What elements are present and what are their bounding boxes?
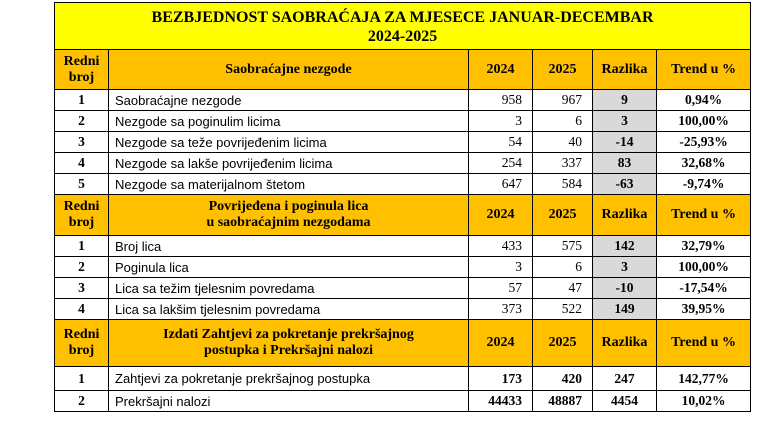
razlika-value: 247	[593, 367, 657, 391]
row-number: 2	[55, 257, 109, 278]
row-label: Lica sa lakšim tjelesnim povredama	[109, 299, 469, 320]
value-2024: 433	[469, 236, 533, 257]
row-number: 5	[55, 174, 109, 195]
razlika-value: 3	[593, 111, 657, 132]
statistics-table-container	[54, 2, 751, 412]
row-label: Nezgode sa teže povrijeđenim licima	[109, 132, 469, 153]
table-row	[55, 278, 751, 299]
value-2024: 254	[469, 153, 533, 174]
row-number: 3	[55, 278, 109, 299]
title-line-2: 2024-2025	[367, 28, 438, 45]
row-label: Poginula lica	[109, 257, 469, 278]
razlika-header: Razlika	[593, 50, 657, 90]
value-2025: 40	[533, 132, 593, 153]
trend-value: 10,02%	[657, 391, 751, 412]
trend-value: 32,79%	[657, 236, 751, 257]
value-2024: 3	[469, 111, 533, 132]
trend-value: 32,68%	[657, 153, 751, 174]
row-number: 3	[55, 132, 109, 153]
value-2025: 967	[533, 90, 593, 111]
row-label: Nezgode sa poginulim licima	[109, 111, 469, 132]
trend-value: 142,77%	[657, 367, 751, 391]
section-header-row	[55, 50, 751, 90]
section-header-row	[55, 195, 751, 236]
section-heading: Izdati Zahtjevi za pokretanje prekršajnog postupka i Prekršajni nalozi	[109, 320, 469, 367]
razlika-value: -10	[593, 278, 657, 299]
value-2025: 420	[533, 367, 593, 391]
value-2025: 6	[533, 111, 593, 132]
section-header-row	[55, 320, 751, 367]
row-label: Saobraćajne nezgode	[109, 90, 469, 111]
razlika-value: -63	[593, 174, 657, 195]
traffic-safety-table	[54, 2, 751, 412]
value-2025: 47	[533, 278, 593, 299]
value-2024: 647	[469, 174, 533, 195]
year-2024-header: 2024	[469, 320, 533, 367]
trend-value: -17,54%	[657, 278, 751, 299]
trend-header: Trend u %	[657, 50, 751, 90]
trend-value: -9,74%	[657, 174, 751, 195]
value-2024: 57	[469, 278, 533, 299]
row-number: 4	[55, 153, 109, 174]
value-2025: 522	[533, 299, 593, 320]
redni-broj-header: Redni broj	[55, 195, 109, 236]
trend-value: 100,00%	[657, 111, 751, 132]
redni-broj-header: Redni broj	[55, 50, 109, 90]
row-number: 2	[55, 391, 109, 412]
table-row	[55, 132, 751, 153]
table-title-row	[55, 3, 751, 50]
razlika-value: 4454	[593, 391, 657, 412]
trend-value: 0,94%	[657, 90, 751, 111]
trend-value: 39,95%	[657, 299, 751, 320]
section-heading: Saobraćajne nezgode	[109, 50, 469, 90]
table-row	[55, 236, 751, 257]
trend-value: 100,00%	[657, 257, 751, 278]
table-row	[55, 367, 751, 391]
value-2024: 3	[469, 257, 533, 278]
razlika-value: 142	[593, 236, 657, 257]
year-2025-header: 2025	[533, 320, 593, 367]
year-2025-header: 2025	[533, 50, 593, 90]
row-label: Lica sa težim tjelesnim povredama	[109, 278, 469, 299]
table-row	[55, 391, 751, 412]
row-number: 1	[55, 90, 109, 111]
trend-header: Trend u %	[657, 195, 751, 236]
value-2025: 584	[533, 174, 593, 195]
table-row	[55, 299, 751, 320]
razlika-value: 9	[593, 90, 657, 111]
table-row	[55, 90, 751, 111]
razlika-value: 149	[593, 299, 657, 320]
razlika-header: Razlika	[593, 195, 657, 236]
value-2024: 373	[469, 299, 533, 320]
row-number: 2	[55, 111, 109, 132]
row-label: Broj lica	[109, 236, 469, 257]
table-row	[55, 257, 751, 278]
value-2025: 48887	[533, 391, 593, 412]
value-2024: 958	[469, 90, 533, 111]
table-row	[55, 153, 751, 174]
row-number: 1	[55, 236, 109, 257]
row-label: Prekršajni nalozi	[109, 391, 469, 412]
value-2025: 6	[533, 257, 593, 278]
year-2025-header: 2025	[533, 195, 593, 236]
row-label: Nezgode sa lakše povrijeđenim licima	[109, 153, 469, 174]
row-label: Nezgode sa materijalnom štetom	[109, 174, 469, 195]
section-heading: Povrijeđena i poginula lica u saobraćajnim nezgodama	[109, 195, 469, 236]
redni-broj-header: Redni broj	[55, 320, 109, 367]
table-row	[55, 111, 751, 132]
row-label: Zahtjevi za pokretanje prekršajnog postupka	[109, 367, 469, 391]
trend-header: Trend u %	[657, 320, 751, 367]
razlika-value: -14	[593, 132, 657, 153]
table-row	[55, 174, 751, 195]
value-2025: 337	[533, 153, 593, 174]
year-2024-header: 2024	[469, 195, 533, 236]
table-title	[55, 3, 751, 50]
value-2024: 173	[469, 367, 533, 391]
row-number: 1	[55, 367, 109, 391]
value-2024: 44433	[469, 391, 533, 412]
row-number: 4	[55, 299, 109, 320]
year-2024-header: 2024	[469, 50, 533, 90]
title-line-1: BEZBJEDNOST SAOBRAĆAJA ZA MJESECE JANUAR-DECEMBAR	[151, 9, 654, 26]
razlika-value: 3	[593, 257, 657, 278]
value-2024: 54	[469, 132, 533, 153]
razlika-value: 83	[593, 153, 657, 174]
trend-value: -25,93%	[657, 132, 751, 153]
razlika-header: Razlika	[593, 320, 657, 367]
value-2025: 575	[533, 236, 593, 257]
